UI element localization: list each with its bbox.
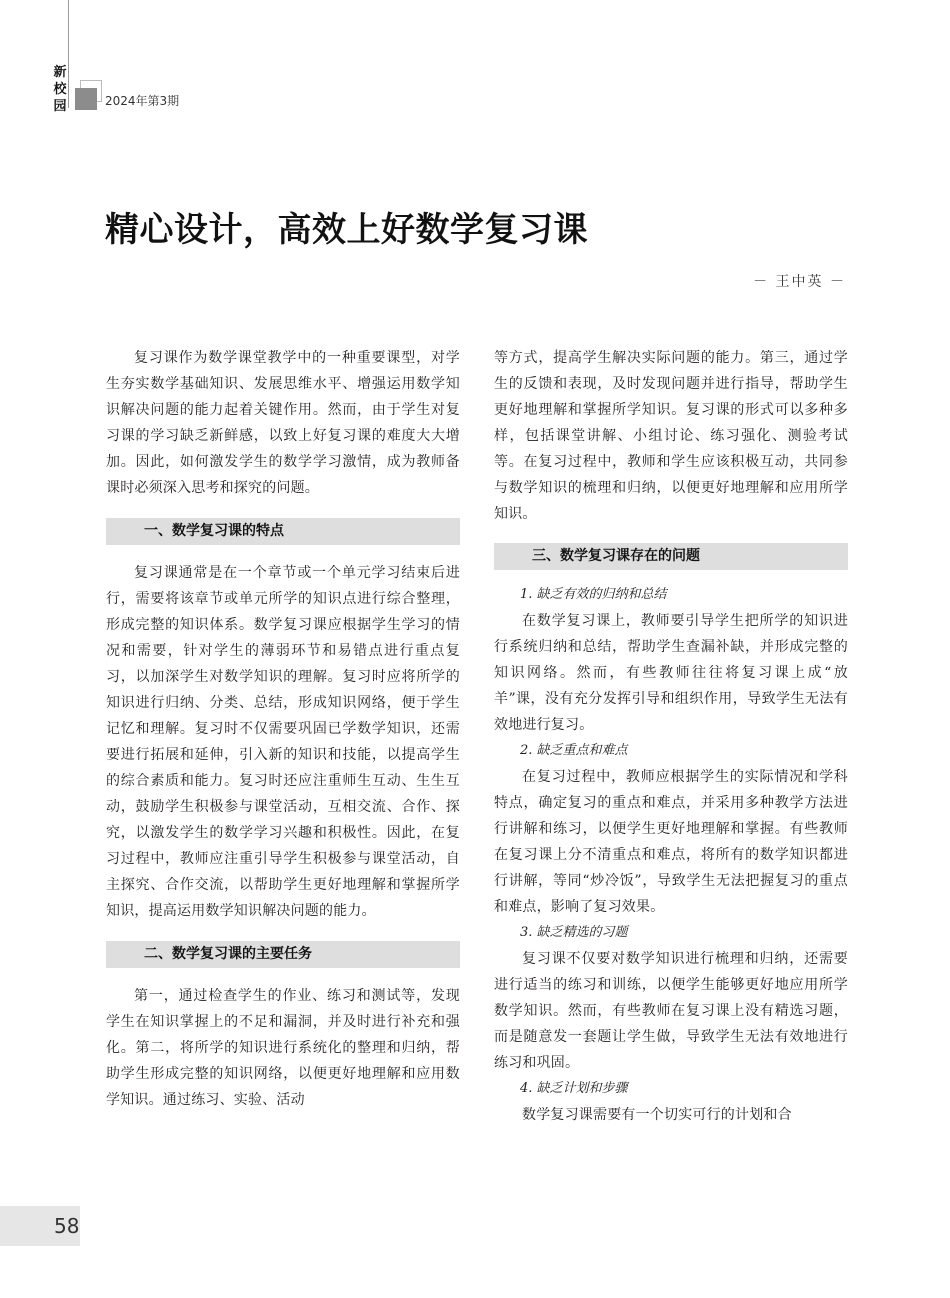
page-number: 58 <box>54 1214 80 1238</box>
right-column <box>494 345 848 1128</box>
continuation-paragraph: 等方式，提高学生解决实际问题的能力。第三，通过学生的反馈和表现，及时发现问题并进行指导，帮助学生更好地理解和掌握所学知识。复习课的形式可以多种多样，包括课堂讲解、小组讨论、练习强化、测验考试等。在复习过程中，教师和学生应该积极互动，共同参与数学知识的梳理和归纳，以便更好地理解和应用所学知识。 <box>494 350 848 522</box>
section-heading-2: 二、数学复习课的主要任务 <box>106 941 460 968</box>
header-square <box>75 88 97 110</box>
issue-label: 2024年第3期 <box>105 94 180 108</box>
section-2-paragraph: 第一，通过检查学生的作业、练习和测试等，发现学生在知识掌握上的不足和漏洞，并及时进行补充和强化。第二，将所学的知识进行系统化的整理和归纳，帮助学生形成完整的知识网络，以便更好地理解和应用数学知识。通过练习、实验、活动 <box>106 988 460 1108</box>
header-rule <box>68 0 69 108</box>
subsection-3-paragraph: 复习课不仅要对数学知识进行梳理和归纳，还需要进行适当的练习和训练，以便学生能够更好地应用所学数学知识。然而，有些教师在复习课上没有精选习题，而是随意发一套题让学生做，导致学生无法有效地进行练习和巩固。 <box>494 951 848 1071</box>
subheading-1: 1. 缺乏有效的归纳和总结 <box>520 587 667 602</box>
subsection-1-paragraph: 在数学复习课上，教师要引导学生把所学的知识进行系统归纳和总结，帮助学生查漏补缺，并形成完整的知识网络。然而，有些教师往往将复习课上成“放羊”课，没有充分发挥引导和组织作用，导致学生无法有效地进行复习。 <box>494 613 848 733</box>
author-byline: － 王中英 － <box>753 274 846 290</box>
subheading-3: 3. 缺乏精选的习题 <box>520 925 628 940</box>
logo-char: 新 <box>53 65 67 80</box>
section-1-paragraph: 复习课通常是在一个章节或一个单元学习结束后进行，需要将该章节或单元所学的知识点进行综合整理，形成完整的知识体系。数学复习课应根据学生学习的情况和需要，针对学生的薄弱环节和易错点进行重点复习，以加深学生对数学知识的理解。复习时应将所学的知识进行归纳、分类、总结，形成知识网络，便于学生记忆和理解。复习时不仅需要巩固已学数学知识，还需要进行拓展和延伸，引入新的知识和技能，以提高学生的综合素质和能力。复习时还应注重师生互动、生生互动，鼓励学生积极参与课堂活动，互相交流、合作、探究，以激发学生的数学学习兴趣和积极性。因此，在复习过程中，教师应注重引导学生积极参与课堂活动，自主探究、合作交流，以帮助学生更好地理解和掌握所学知识，提高运用数学知识解决问题的能力。 <box>106 565 460 919</box>
subsection-2-paragraph: 在复习过程中，教师应根据学生的实际情况和学科特点，确定复习的重点和难点，并采用多种教学方法进行讲解和练习，以便学生更好地理解和掌握。有些教师在复习课上分不清重点和难点，将所有的数学知识都进行讲解，等同“炒冷饭”，导致学生无法把握复习的重点和难点，影响了复习效果。 <box>494 769 848 915</box>
article-title: 精心设计，高效上好数学复习课 <box>105 210 588 250</box>
logo-char: 园 <box>53 99 67 114</box>
section-heading-3: 三、数学复习课存在的问题 <box>494 543 848 570</box>
subsection-4-paragraph: 数学复习课需要有一个切实可行的计划和合 <box>522 1107 792 1123</box>
subheading-2: 2. 缺乏重点和难点 <box>520 743 628 758</box>
section-heading-1: 一、数学复习课的特点 <box>106 518 460 545</box>
left-column <box>106 345 460 1113</box>
journal-logo <box>52 64 68 115</box>
subheading-4: 4. 缺乏计划和步骤 <box>520 1081 628 1096</box>
intro-paragraph: 复习课作为数学课堂教学中的一种重要课型，对学生夯实数学基础知识、发展思维水平、增强运用数学知识解决问题的能力起着关键作用。然而，由于学生对复习课的学习缺乏新鲜感，以致上好复习课的难度大大增加。因此，如何激发学生的数学学习激情，成为教师备课时必须深入思考和探究的问题。 <box>106 350 460 496</box>
logo-char: 校 <box>53 82 67 97</box>
